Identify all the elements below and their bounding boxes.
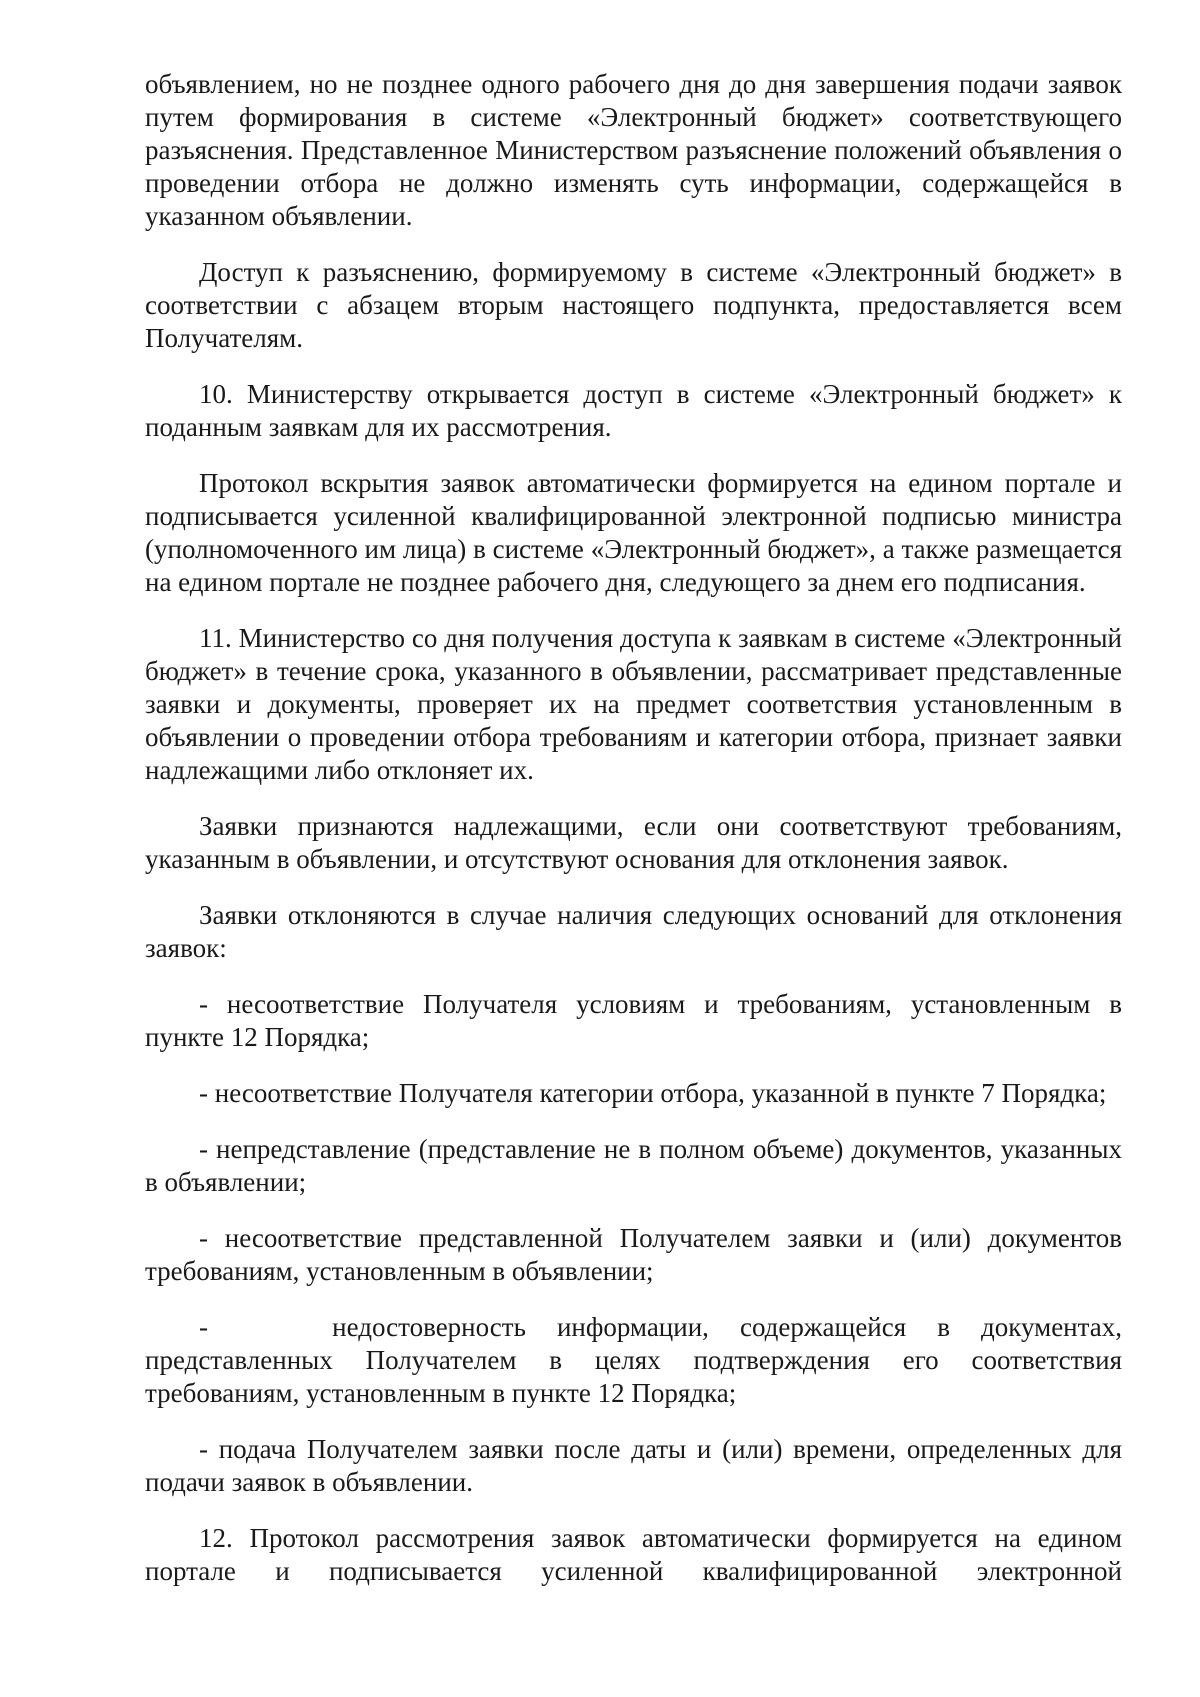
list-item-ground-category: - несоответствие Получателя категории отбора, указанной в пункте 7 Порядка; [199,1078,1107,1108]
paragraph-rejection-grounds: Заявки отклоняются в случае наличия следующих оснований для отклонения заявок: [145,900,1122,963]
list-item-ground-requirements: - несоответствие Получателя условиям и требованиям, установленным в пункте 12 Порядка; [145,989,1122,1052]
paragraph-clarification-end: объявлением, но не позднее одного рабочего дня до дня завершения подачи заявок путем формирования в системе «Электронный бюджет» соответствующего разъяснения. Представленное Министерством разъяснение положений объявления о проведении отбора не должно изменять суть информации, содержащейся в указанном объявлении. [145,69,1122,231]
list-item-ground-documents-mismatch: - несоответствие представленной Получателем заявки и (или) документов требованиям, установленным в объявлении; [145,1223,1122,1286]
document-page [145,68,1129,1611]
paragraph-12-review-protocol: 12. Протокол рассмотрения заявок автоматически формируется на едином портале и подписывается усиленной квалифицированной электронной [145,1523,1122,1586]
paragraph-opening-protocol: Протокол вскрытия заявок автоматически формируется на едином портале и подписывается усиленной квалифицированной электронной подписью министра (уполномоченного им лица) в системе «Электронный бюджет», а также размещается на едином портале не позднее рабочего дня, следующего за днем его подписания. [145,468,1122,597]
list-item-ground-documents-missing: - непредставление (представление не в полном объеме) документов, указанных в объявлении; [145,1134,1122,1197]
paragraph-10-access: 10. Министерству открывается доступ в системе «Электронный бюджет» к поданным заявкам для их рассмотрения. [145,379,1122,442]
paragraph-11-review: 11. Министерство со дня получения доступа к заявкам в системе «Электронный бюджет» в течение срока, указанного в объявлении, рассматривает представленные заявки и документы, проверяет их на предмет соответствия установленным в объявлении о проведении отбора требованиям и категории отбора, признает заявки надлежащими либо отклоняет их. [145,623,1122,785]
paragraph-clarification-access: Доступ к разъяснению, формируемому в системе «Электронный бюджет» в соответствии с абзацем вторым настоящего подпункта, предоставляется всем Получателям. [145,257,1122,353]
list-item-ground-unreliable-info: - недостоверность информации, содержащейся в документах, представленных Получателем в целях подтверждения его соответствия требованиям, установленным в пункте 12 Порядка; [145,1312,1129,1408]
list-item-ground-late-submission: - подача Получателем заявки после даты и (или) времени, определенных для подачи заявок в объявлении. [145,1434,1122,1497]
paragraph-proper-applications: Заявки признаются надлежащими, если они соответствуют требованиям, указанным в объявлении, и отсутствуют основания для отклонения заявок. [145,811,1122,874]
